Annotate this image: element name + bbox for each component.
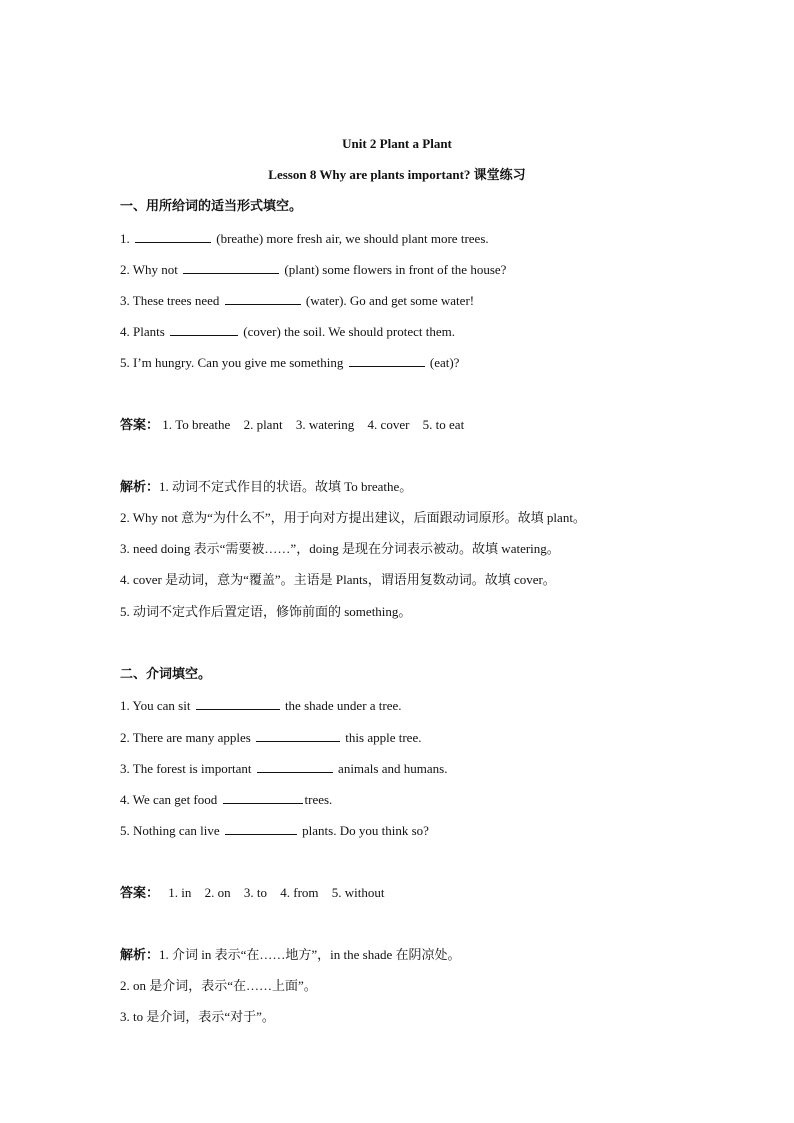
s1-analysis-5: 5. 动词不定式作后置定语，修饰前面的 something。 xyxy=(120,604,412,619)
question-prefix: 4. We can get food xyxy=(120,792,218,807)
answer-blank xyxy=(349,354,425,367)
question-prefix: 1. xyxy=(120,231,130,246)
page-title: Unit 2 Plant a Plant xyxy=(342,136,452,151)
question-suffix: (eat)? xyxy=(429,355,460,370)
question-prefix: 1. You can sit xyxy=(120,698,191,713)
s1-question-4 xyxy=(120,323,455,340)
question-suffix: plants. Do you think so? xyxy=(302,823,429,838)
answer-blank xyxy=(170,323,238,336)
s1-analysis-1 xyxy=(120,479,412,495)
answer-item: 4. from xyxy=(280,885,319,900)
answer-item: 4. cover xyxy=(367,417,410,432)
s1-question-3 xyxy=(120,292,474,309)
question-prefix: 2. There are many apples xyxy=(120,730,251,745)
question-prefix: 3. These trees need xyxy=(120,293,220,308)
question-prefix: 5. Nothing can live xyxy=(120,823,220,838)
answer-item: 5. to eat xyxy=(422,417,465,432)
answer-blank xyxy=(256,729,340,742)
question-suffix: trees. xyxy=(304,792,333,807)
s2-question-2 xyxy=(120,729,421,746)
analysis-label: 解析： xyxy=(120,479,160,494)
s2-analysis-2: 2. on 是介词，表示“在……上面”。 xyxy=(120,978,317,993)
question-suffix: (plant) some flowers in front of the house? xyxy=(284,262,507,277)
question-prefix: 4. Plants xyxy=(120,324,165,339)
question-prefix: 3. The forest is important xyxy=(120,761,252,776)
s2-analysis-1 xyxy=(120,947,461,963)
question-suffix: the shade under a tree. xyxy=(284,698,402,713)
answer-blank xyxy=(135,230,211,243)
s1-analysis-2: 2. Why not 意为“为什么不”，用于向对方提出建议，后面跟动词原形。故填 plant。 xyxy=(120,510,586,525)
s2-question-5 xyxy=(120,822,429,839)
question-suffix: (cover) the soil. We should protect them. xyxy=(243,324,456,339)
analysis-label: 解析： xyxy=(120,947,160,962)
s2-question-1 xyxy=(120,697,402,714)
analysis-text: 1. 动词不定式作目的状语。故填 To breathe。 xyxy=(159,479,413,494)
s2-question-4 xyxy=(120,791,332,808)
answer-item: 3. to xyxy=(243,885,268,900)
answer-blank xyxy=(257,760,333,773)
s2-analysis-3: 3. to 是介词，表示“对于”。 xyxy=(120,1009,275,1024)
analysis-text: 1. 介词 in 表示“在……地方”，in the shade 在阴凉处。 xyxy=(159,947,461,962)
s1-answer-line xyxy=(120,417,464,433)
answer-item: 5. without xyxy=(331,885,385,900)
question-suffix: animals and humans. xyxy=(338,761,448,776)
s1-question-1 xyxy=(120,230,489,247)
question-suffix: (breathe) more fresh air, we should plant more trees. xyxy=(216,231,489,246)
s1-question-2 xyxy=(120,261,506,278)
answer-label: 答案： xyxy=(120,417,160,432)
page-subtitle: Lesson 8 Why are plants important? 课堂练习 xyxy=(268,167,526,182)
answer-item: 1. To breathe xyxy=(162,417,231,432)
answer-item: 2. on xyxy=(204,885,231,900)
answer-blank xyxy=(225,822,297,835)
s1-analysis-4: 4. cover 是动词，意为“覆盖”。主语是 Plants，谓语用复数动词。故填 cover。 xyxy=(120,572,556,587)
s2-answer-line xyxy=(120,885,385,901)
answer-label: 答案： xyxy=(120,885,160,900)
question-suffix: this apple tree. xyxy=(345,730,422,745)
answer-item: 1. in xyxy=(168,885,192,900)
answer-item: 3. watering xyxy=(295,417,355,432)
answer-item: 2. plant xyxy=(243,417,283,432)
answer-blank xyxy=(225,292,301,305)
answer-blank xyxy=(183,261,279,274)
section-1-heading: 一、用所给词的适当形式填空。 xyxy=(120,198,303,213)
s2-question-3 xyxy=(120,760,447,777)
answer-blank xyxy=(196,697,280,710)
question-prefix: 5. I’m hungry. Can you give me something xyxy=(120,355,344,370)
answer-blank xyxy=(223,791,303,804)
s1-question-5 xyxy=(120,354,459,371)
s1-analysis-3: 3. need doing 表示“需要被……”，doing 是现在分词表示被动。故填 watering。 xyxy=(120,541,560,556)
question-prefix: 2. Why not xyxy=(120,262,178,277)
section-2-heading: 二、介词填空。 xyxy=(120,666,212,681)
question-suffix: (water). Go and get some water! xyxy=(305,293,475,308)
